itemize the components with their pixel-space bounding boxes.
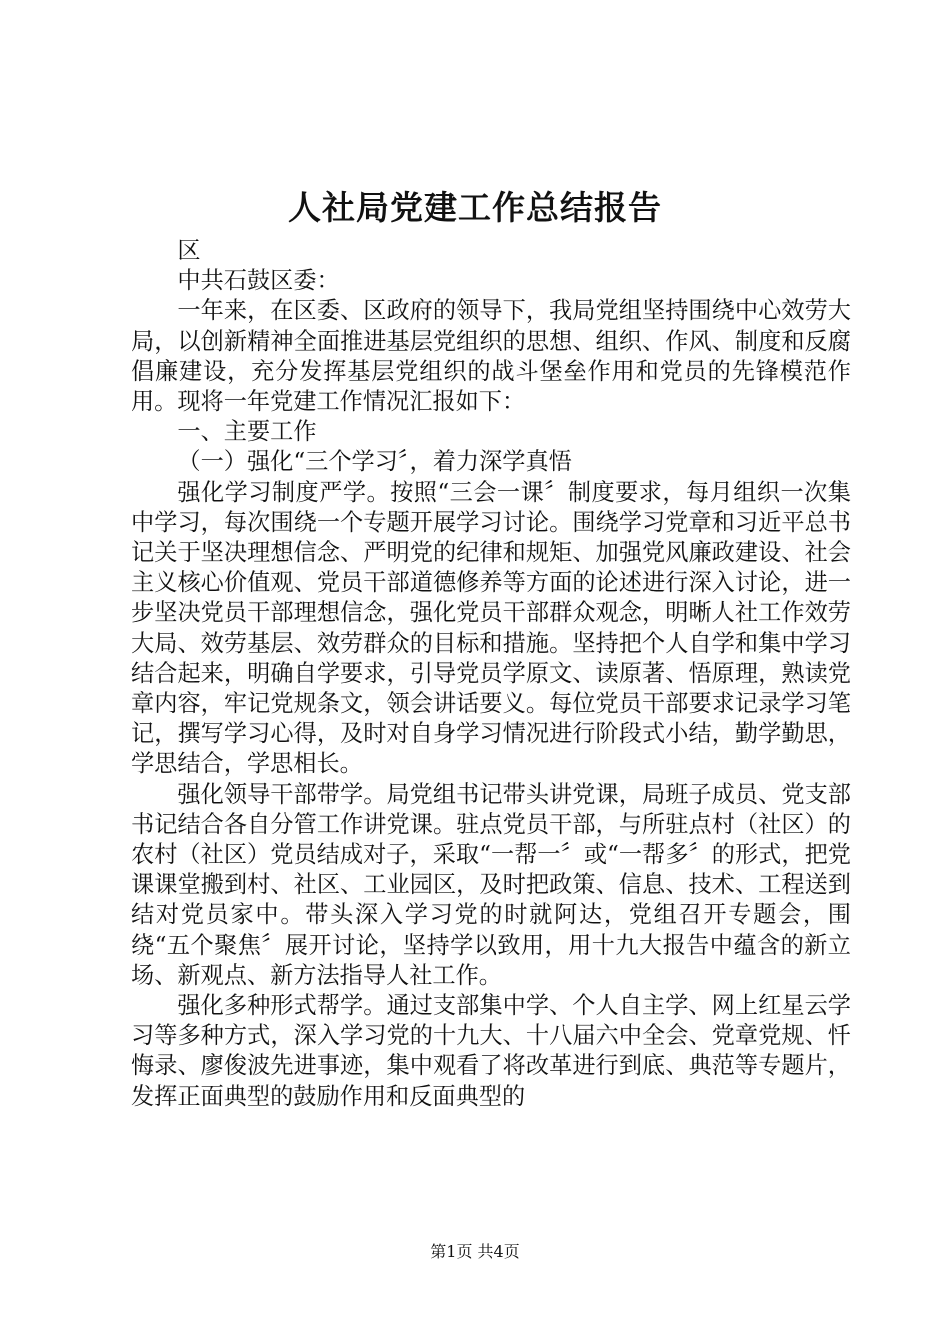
body-paragraph: 强化多种形式帮学。通过支部集中学、个人自主学、网上红星云学习等多种方式，深入学习党的十九大、十八届六中全会、党章党规、忏悔录、廖俊波先进事迹，集中观看了将改革进行到底、典范等专题片，发挥正面典型的鼓励作用和反面典型的 (131, 992, 851, 1110)
subsection-heading: （一）强化“三个学习〞，着力深学真悟 (177, 448, 572, 476)
body-paragraph: 区 (177, 237, 201, 264)
body-paragraph: 强化学习制度严学。按照“三会一课〞制度要求，每月组织一次集中学习，每次围绕一个专题开展学习讨论。围绕学习党章和习近平总书记关于坚决理想信念、严明党的纪律和规矩、加强党风廉政建设、社会主义核心价值观、党员干部道德修养等方面的论述进行深入讨论，进一步坚决党员干部理想信念，强化党员干部群众观念，明晰人社工作效劳大局、效劳基层、效劳群众的目标和措施。坚持把个人自学和集中学习结合起来，明确自学要求，引导党员学原文、读原著、悟原理，熟读党章内容，牢记党规条文，领会讲话要义。每位党员干部要求记录学习笔记，撰写学习心得，及时对自身学习情况进行阶段式小结，勤学勤思，学思结合，学思相长。 (131, 478, 851, 778)
section-heading: 一、主要工作 (177, 418, 317, 446)
body-paragraph: 一年来，在区委、区政府的领导下，我局党组坚持围绕中心效劳大局，以创新精神全面推进基层党组织的思想、组织、作风、制度和反腐倡廉建设，充分发挥基层党组织的战斗堡垒作用和党员的先锋模范作用。现将一年党建工作情况汇报如下： (131, 297, 851, 416)
page-footer: 第1页 共4页 (430, 1242, 520, 1261)
document-body (131, 236, 851, 1112)
document-title: 人社局党建工作总结报告 (288, 188, 662, 227)
body-paragraph: 中共石鼓区委： (177, 267, 340, 295)
body-paragraph: 强化领导干部带学。局党组书记带头讲党课，局班子成员、党支部书记结合各自分管工作讲党课。驻点党员干部，与所驻点村（社区）的农村（社区）党员结成对子，采取“一帮一〞或“一帮多〞的形式，把党课课堂搬到村、社区、工业园区，及时把政策、信息、技术、工程送到结对党员家中。带头深入学习党的时就阿达，党组召开专题会，围绕“五个聚焦〞展开讨论，坚持学以致用，用十九大报告中蕴含的新立场、新观点、新方法指导人社工作。 (131, 780, 851, 989)
